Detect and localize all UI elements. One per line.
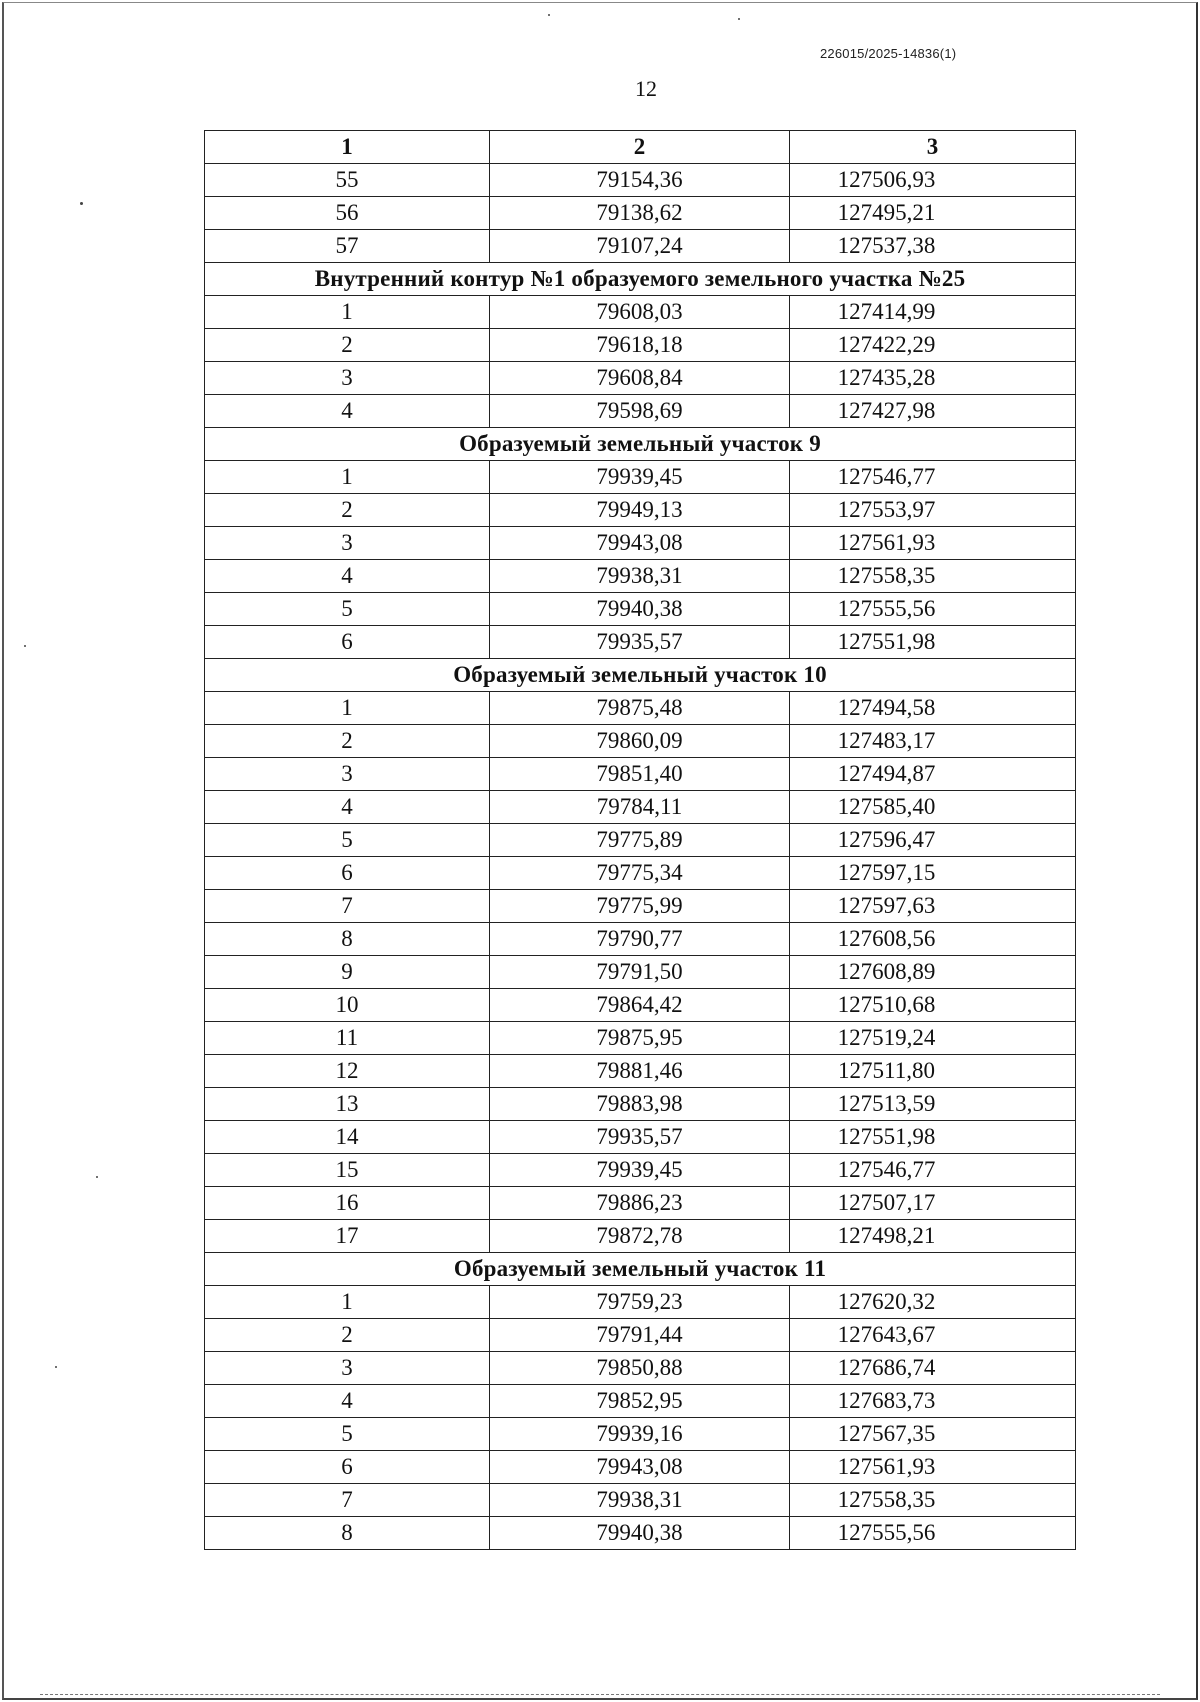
point-number-cell: 17 (205, 1220, 490, 1253)
point-number-cell: 1 (205, 461, 490, 494)
table-row (205, 626, 1076, 659)
table-row (205, 692, 1076, 725)
document-id: 226015/2025-14836(1) (820, 46, 957, 61)
x-coordinate-cell: 79864,42 (490, 989, 790, 1022)
y-coordinate-cell: 127427,98 (790, 395, 1076, 428)
y-coordinate-cell: 127494,87 (790, 758, 1076, 791)
table-row (205, 1451, 1076, 1484)
point-number-cell: 11 (205, 1022, 490, 1055)
table-row (205, 956, 1076, 989)
point-number-cell: 13 (205, 1088, 490, 1121)
y-coordinate-cell: 127558,35 (790, 1484, 1076, 1517)
x-coordinate-cell: 79784,11 (490, 791, 790, 824)
table-row (205, 989, 1076, 1022)
y-coordinate-cell: 127495,21 (790, 197, 1076, 230)
y-coordinate-cell: 127555,56 (790, 593, 1076, 626)
y-coordinate-cell: 127561,93 (790, 527, 1076, 560)
point-number-cell: 5 (205, 593, 490, 626)
y-coordinate-cell: 127555,56 (790, 1517, 1076, 1550)
point-number-cell: 4 (205, 395, 490, 428)
x-coordinate-cell: 79883,98 (490, 1088, 790, 1121)
point-number-cell: 4 (205, 1385, 490, 1418)
y-coordinate-cell: 127643,67 (790, 1319, 1076, 1352)
table-row (205, 1319, 1076, 1352)
table-row (205, 758, 1076, 791)
x-coordinate-cell: 79851,40 (490, 758, 790, 791)
y-coordinate-cell: 127510,68 (790, 989, 1076, 1022)
table-row (205, 1220, 1076, 1253)
x-coordinate-cell: 79860,09 (490, 725, 790, 758)
x-coordinate-cell: 79875,95 (490, 1022, 790, 1055)
section-title: Внутренний контур №1 образуемого земельного участка №25 (205, 263, 1076, 296)
x-coordinate-cell: 79618,18 (490, 329, 790, 362)
x-coordinate-cell: 79875,48 (490, 692, 790, 725)
point-number-cell: 5 (205, 1418, 490, 1451)
point-number-cell: 55 (205, 164, 490, 197)
point-number-cell: 3 (205, 1352, 490, 1385)
y-coordinate-cell: 127483,17 (790, 725, 1076, 758)
point-number-cell: 1 (205, 692, 490, 725)
table-row (205, 890, 1076, 923)
y-coordinate-cell: 127561,93 (790, 1451, 1076, 1484)
x-coordinate-cell: 79939,45 (490, 461, 790, 494)
table-row (205, 1022, 1076, 1055)
table-row (205, 593, 1076, 626)
scan-bottom-edge (40, 1694, 1160, 1695)
y-coordinate-cell: 127507,17 (790, 1187, 1076, 1220)
header-cell-x: 2 (490, 131, 790, 164)
scan-speck (55, 1366, 57, 1368)
point-number-cell: 1 (205, 296, 490, 329)
point-number-cell: 12 (205, 1055, 490, 1088)
x-coordinate-cell: 79881,46 (490, 1055, 790, 1088)
point-number-cell: 6 (205, 626, 490, 659)
table-row (205, 1088, 1076, 1121)
x-coordinate-cell: 79154,36 (490, 164, 790, 197)
table-row (205, 461, 1076, 494)
y-coordinate-cell: 127435,28 (790, 362, 1076, 395)
section-title-row (205, 659, 1076, 692)
table-row (205, 230, 1076, 263)
y-coordinate-cell: 127546,77 (790, 1154, 1076, 1187)
point-number-cell: 8 (205, 923, 490, 956)
coordinates-table (204, 130, 1076, 1550)
x-coordinate-cell: 79949,13 (490, 494, 790, 527)
y-coordinate-cell: 127414,99 (790, 296, 1076, 329)
scan-speck (738, 18, 740, 20)
point-number-cell: 2 (205, 1319, 490, 1352)
y-coordinate-cell: 127597,63 (790, 890, 1076, 923)
point-number-cell: 4 (205, 791, 490, 824)
table-row (205, 527, 1076, 560)
x-coordinate-cell: 79938,31 (490, 1484, 790, 1517)
y-coordinate-cell: 127686,74 (790, 1352, 1076, 1385)
table-row (205, 1286, 1076, 1319)
point-number-cell: 1 (205, 1286, 490, 1319)
x-coordinate-cell: 79872,78 (490, 1220, 790, 1253)
table-row (205, 560, 1076, 593)
y-coordinate-cell: 127537,38 (790, 230, 1076, 263)
y-coordinate-cell: 127422,29 (790, 329, 1076, 362)
point-number-cell: 3 (205, 362, 490, 395)
table-row (205, 197, 1076, 230)
table-row (205, 857, 1076, 890)
y-coordinate-cell: 127513,59 (790, 1088, 1076, 1121)
x-coordinate-cell: 79775,89 (490, 824, 790, 857)
point-number-cell: 3 (205, 758, 490, 791)
x-coordinate-cell: 79598,69 (490, 395, 790, 428)
table-row (205, 395, 1076, 428)
y-coordinate-cell: 127546,77 (790, 461, 1076, 494)
point-number-cell: 2 (205, 494, 490, 527)
table-row (205, 1418, 1076, 1451)
y-coordinate-cell: 127597,15 (790, 857, 1076, 890)
point-number-cell: 7 (205, 1484, 490, 1517)
table-row (205, 1385, 1076, 1418)
x-coordinate-cell: 79107,24 (490, 230, 790, 263)
y-coordinate-cell: 127506,93 (790, 164, 1076, 197)
section-title: Образуемый земельный участок 11 (205, 1253, 1076, 1286)
page-number: 12 (635, 76, 657, 101)
point-number-cell: 8 (205, 1517, 490, 1550)
point-number-cell: 16 (205, 1187, 490, 1220)
table-row (205, 164, 1076, 197)
x-coordinate-cell: 79852,95 (490, 1385, 790, 1418)
y-coordinate-cell: 127596,47 (790, 824, 1076, 857)
table-row (205, 362, 1076, 395)
x-coordinate-cell: 79775,99 (490, 890, 790, 923)
table-row (205, 329, 1076, 362)
point-number-cell: 57 (205, 230, 490, 263)
point-number-cell: 14 (205, 1121, 490, 1154)
header-cell-y: 3 (790, 131, 1076, 164)
x-coordinate-cell: 79850,88 (490, 1352, 790, 1385)
table-row (205, 1055, 1076, 1088)
point-number-cell: 2 (205, 725, 490, 758)
x-coordinate-cell: 79791,50 (490, 956, 790, 989)
point-number-cell: 10 (205, 989, 490, 1022)
point-number-cell: 2 (205, 329, 490, 362)
table-row (205, 923, 1076, 956)
section-title-row (205, 263, 1076, 296)
y-coordinate-cell: 127567,35 (790, 1418, 1076, 1451)
x-coordinate-cell: 79886,23 (490, 1187, 790, 1220)
scan-speck (24, 645, 26, 647)
x-coordinate-cell: 79608,84 (490, 362, 790, 395)
y-coordinate-cell: 127551,98 (790, 1121, 1076, 1154)
table-row (205, 824, 1076, 857)
point-number-cell: 7 (205, 890, 490, 923)
x-coordinate-cell: 79940,38 (490, 1517, 790, 1550)
point-number-cell: 6 (205, 857, 490, 890)
y-coordinate-cell: 127608,89 (790, 956, 1076, 989)
table-row (205, 1352, 1076, 1385)
table-row (205, 296, 1076, 329)
section-title-row (205, 1253, 1076, 1286)
x-coordinate-cell: 79938,31 (490, 560, 790, 593)
x-coordinate-cell: 79759,23 (490, 1286, 790, 1319)
table-row (205, 1121, 1076, 1154)
y-coordinate-cell: 127620,32 (790, 1286, 1076, 1319)
y-coordinate-cell: 127608,56 (790, 923, 1076, 956)
x-coordinate-cell: 79790,77 (490, 923, 790, 956)
table-row (205, 1154, 1076, 1187)
header-cell-point: 1 (205, 131, 490, 164)
table-row (205, 494, 1076, 527)
section-title: Образуемый земельный участок 10 (205, 659, 1076, 692)
y-coordinate-cell: 127585,40 (790, 791, 1076, 824)
y-coordinate-cell: 127511,80 (790, 1055, 1076, 1088)
x-coordinate-cell: 79935,57 (490, 1121, 790, 1154)
point-number-cell: 9 (205, 956, 490, 989)
y-coordinate-cell: 127551,98 (790, 626, 1076, 659)
scan-speck (80, 202, 83, 205)
x-coordinate-cell: 79943,08 (490, 1451, 790, 1484)
point-number-cell: 4 (205, 560, 490, 593)
y-coordinate-cell: 127498,21 (790, 1220, 1076, 1253)
y-coordinate-cell: 127553,97 (790, 494, 1076, 527)
scan-speck (96, 1176, 98, 1178)
table-row (205, 791, 1076, 824)
table-row (205, 1484, 1076, 1517)
coordinates-table-body (205, 131, 1076, 1550)
x-coordinate-cell: 79939,45 (490, 1154, 790, 1187)
table-row (205, 725, 1076, 758)
point-number-cell: 5 (205, 824, 490, 857)
x-coordinate-cell: 79775,34 (490, 857, 790, 890)
y-coordinate-cell: 127683,73 (790, 1385, 1076, 1418)
x-coordinate-cell: 79138,62 (490, 197, 790, 230)
point-number-cell: 6 (205, 1451, 490, 1484)
x-coordinate-cell: 79943,08 (490, 527, 790, 560)
y-coordinate-cell: 127494,58 (790, 692, 1076, 725)
table-row (205, 1187, 1076, 1220)
y-coordinate-cell: 127558,35 (790, 560, 1076, 593)
section-title: Образуемый земельный участок 9 (205, 428, 1076, 461)
x-coordinate-cell: 79939,16 (490, 1418, 790, 1451)
x-coordinate-cell: 79940,38 (490, 593, 790, 626)
scan-speck (548, 14, 550, 16)
x-coordinate-cell: 79935,57 (490, 626, 790, 659)
x-coordinate-cell: 79791,44 (490, 1319, 790, 1352)
header-row (205, 131, 1076, 164)
x-coordinate-cell: 79608,03 (490, 296, 790, 329)
point-number-cell: 56 (205, 197, 490, 230)
y-coordinate-cell: 127519,24 (790, 1022, 1076, 1055)
point-number-cell: 15 (205, 1154, 490, 1187)
section-title-row (205, 428, 1076, 461)
point-number-cell: 3 (205, 527, 490, 560)
table-row (205, 1517, 1076, 1550)
